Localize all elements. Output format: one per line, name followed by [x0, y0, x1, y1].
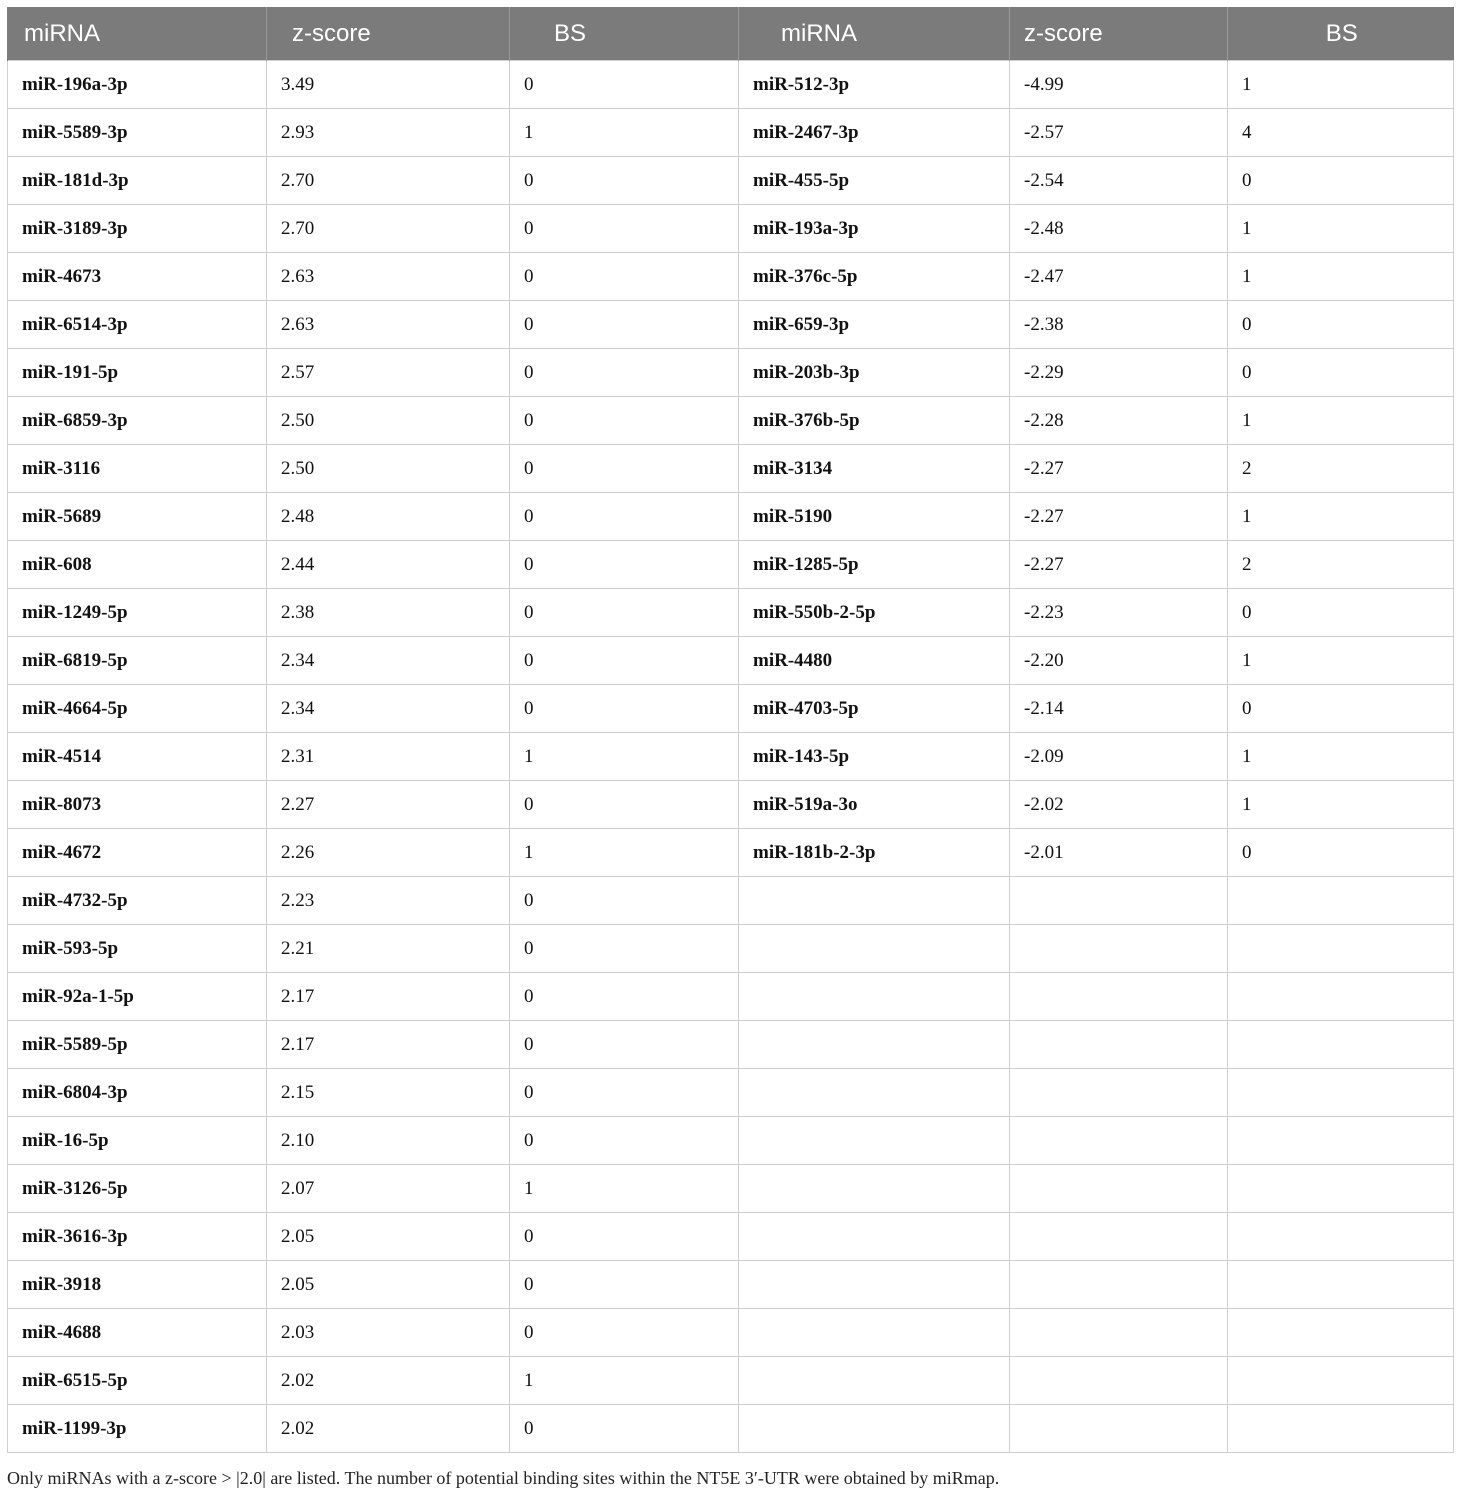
right-zscore-cell: -2.48: [1010, 205, 1228, 253]
table-row: [8, 397, 1454, 445]
left-zscore-cell: 2.31: [267, 733, 510, 781]
left-mirna-cell: miR-3616-3p: [8, 1213, 267, 1261]
right-bs-cell: [1228, 1261, 1454, 1309]
left-bs-cell: 1: [510, 109, 739, 157]
right-zscore-cell: -4.99: [1010, 61, 1228, 109]
table-row: [8, 1261, 1454, 1309]
right-zscore-cell: -2.54: [1010, 157, 1228, 205]
right-mirna-cell: miR-3134: [739, 445, 1010, 493]
table-row: [8, 157, 1454, 205]
header-row: [8, 7, 1454, 61]
left-zscore-cell: 3.49: [267, 61, 510, 109]
right-mirna-cell: [739, 1069, 1010, 1117]
right-mirna-cell: [739, 925, 1010, 973]
header-mirna-right: miRNA: [739, 7, 1010, 61]
table-row: [8, 61, 1454, 109]
right-mirna-cell: [739, 877, 1010, 925]
left-bs-cell: 0: [510, 1213, 739, 1261]
right-mirna-cell: miR-550b-2-5p: [739, 589, 1010, 637]
left-zscore-cell: 2.17: [267, 1021, 510, 1069]
left-mirna-cell: miR-5689: [8, 493, 267, 541]
right-mirna-cell: miR-1285-5p: [739, 541, 1010, 589]
right-zscore-cell: [1010, 877, 1228, 925]
right-bs-cell: [1228, 1309, 1454, 1357]
left-zscore-cell: 2.15: [267, 1069, 510, 1117]
left-mirna-cell: miR-1199-3p: [8, 1405, 267, 1453]
table-row: [8, 733, 1454, 781]
right-zscore-cell: [1010, 973, 1228, 1021]
left-mirna-cell: miR-4672: [8, 829, 267, 877]
left-mirna-cell: miR-4732-5p: [8, 877, 267, 925]
table-row: [8, 925, 1454, 973]
left-bs-cell: 0: [510, 1261, 739, 1309]
left-bs-cell: 0: [510, 781, 739, 829]
right-zscore-cell: -2.27: [1010, 541, 1228, 589]
left-mirna-cell: miR-191-5p: [8, 349, 267, 397]
right-bs-cell: [1228, 1069, 1454, 1117]
right-zscore-cell: -2.29: [1010, 349, 1228, 397]
right-bs-cell: 1: [1228, 637, 1454, 685]
right-bs-cell: 1: [1228, 781, 1454, 829]
right-mirna-cell: miR-181b-2-3p: [739, 829, 1010, 877]
left-bs-cell: 0: [510, 541, 739, 589]
right-zscore-cell: -2.28: [1010, 397, 1228, 445]
left-mirna-cell: miR-6859-3p: [8, 397, 267, 445]
right-mirna-cell: miR-203b-3p: [739, 349, 1010, 397]
left-mirna-cell: miR-16-5p: [8, 1117, 267, 1165]
left-zscore-cell: 2.21: [267, 925, 510, 973]
right-zscore-cell: -2.27: [1010, 445, 1228, 493]
left-mirna-cell: miR-181d-3p: [8, 157, 267, 205]
left-mirna-cell: miR-4673: [8, 253, 267, 301]
left-bs-cell: 0: [510, 589, 739, 637]
right-mirna-cell: miR-376c-5p: [739, 253, 1010, 301]
right-mirna-cell: miR-376b-5p: [739, 397, 1010, 445]
right-zscore-cell: -2.57: [1010, 109, 1228, 157]
table-row: [8, 493, 1454, 541]
left-mirna-cell: miR-8073: [8, 781, 267, 829]
table-row: [8, 1213, 1454, 1261]
right-zscore-cell: [1010, 1213, 1228, 1261]
right-bs-cell: 1: [1228, 61, 1454, 109]
right-bs-cell: [1228, 973, 1454, 1021]
left-bs-cell: 0: [510, 877, 739, 925]
left-zscore-cell: 2.27: [267, 781, 510, 829]
mirna-table: [7, 7, 1454, 1453]
header-zscore-right: z-score: [1010, 7, 1228, 61]
left-zscore-cell: 2.05: [267, 1261, 510, 1309]
right-bs-cell: [1228, 1117, 1454, 1165]
left-bs-cell: 0: [510, 685, 739, 733]
header-bs-right: BS: [1228, 7, 1454, 61]
left-zscore-cell: 2.63: [267, 301, 510, 349]
table-row: [8, 1117, 1454, 1165]
left-bs-cell: 1: [510, 1357, 739, 1405]
right-mirna-cell: [739, 1117, 1010, 1165]
right-mirna-cell: [739, 1309, 1010, 1357]
header-mirna-left: miRNA: [8, 7, 267, 61]
right-mirna-cell: miR-519a-3o: [739, 781, 1010, 829]
left-zscore-cell: 2.26: [267, 829, 510, 877]
right-zscore-cell: -2.23: [1010, 589, 1228, 637]
right-mirna-cell: miR-143-5p: [739, 733, 1010, 781]
left-bs-cell: 0: [510, 493, 739, 541]
table-header: [8, 7, 1454, 61]
right-mirna-cell: [739, 1261, 1010, 1309]
right-bs-cell: 0: [1228, 349, 1454, 397]
table-row: [8, 541, 1454, 589]
table-row: [8, 1069, 1454, 1117]
left-bs-cell: 0: [510, 445, 739, 493]
right-zscore-cell: -2.38: [1010, 301, 1228, 349]
right-bs-cell: 0: [1228, 157, 1454, 205]
right-bs-cell: [1228, 925, 1454, 973]
right-zscore-cell: [1010, 925, 1228, 973]
right-mirna-cell: miR-455-5p: [739, 157, 1010, 205]
right-bs-cell: 1: [1228, 397, 1454, 445]
left-bs-cell: 0: [510, 925, 739, 973]
left-mirna-cell: miR-5589-3p: [8, 109, 267, 157]
table-row: [8, 349, 1454, 397]
right-zscore-cell: [1010, 1357, 1228, 1405]
right-bs-cell: 0: [1228, 589, 1454, 637]
left-bs-cell: 0: [510, 1021, 739, 1069]
left-zscore-cell: 2.70: [267, 205, 510, 253]
right-mirna-cell: [739, 1357, 1010, 1405]
left-mirna-cell: miR-196a-3p: [8, 61, 267, 109]
left-zscore-cell: 2.10: [267, 1117, 510, 1165]
right-zscore-cell: [1010, 1165, 1228, 1213]
table-row: [8, 781, 1454, 829]
table-row: [8, 301, 1454, 349]
right-mirna-cell: [739, 973, 1010, 1021]
table-row: [8, 1165, 1454, 1213]
table-row: [8, 685, 1454, 733]
left-bs-cell: 0: [510, 1309, 739, 1357]
left-bs-cell: 0: [510, 1117, 739, 1165]
table-row: [8, 1309, 1454, 1357]
left-zscore-cell: 2.44: [267, 541, 510, 589]
right-zscore-cell: -2.20: [1010, 637, 1228, 685]
right-mirna-cell: miR-2467-3p: [739, 109, 1010, 157]
left-zscore-cell: 2.50: [267, 445, 510, 493]
table-row: [8, 445, 1454, 493]
right-zscore-cell: [1010, 1117, 1228, 1165]
right-bs-cell: 0: [1228, 829, 1454, 877]
right-bs-cell: [1228, 1021, 1454, 1069]
table-row: [8, 253, 1454, 301]
left-zscore-cell: 2.93: [267, 109, 510, 157]
left-bs-cell: 0: [510, 637, 739, 685]
right-zscore-cell: [1010, 1405, 1228, 1453]
right-mirna-cell: miR-4703-5p: [739, 685, 1010, 733]
left-mirna-cell: miR-3126-5p: [8, 1165, 267, 1213]
right-zscore-cell: [1010, 1021, 1228, 1069]
left-zscore-cell: 2.38: [267, 589, 510, 637]
right-zscore-cell: [1010, 1261, 1228, 1309]
right-bs-cell: 1: [1228, 253, 1454, 301]
left-mirna-cell: miR-4664-5p: [8, 685, 267, 733]
right-bs-cell: 2: [1228, 541, 1454, 589]
left-bs-cell: 0: [510, 205, 739, 253]
left-mirna-cell: miR-1249-5p: [8, 589, 267, 637]
left-zscore-cell: 2.05: [267, 1213, 510, 1261]
right-zscore-cell: [1010, 1309, 1228, 1357]
left-mirna-cell: miR-6515-5p: [8, 1357, 267, 1405]
right-mirna-cell: [739, 1213, 1010, 1261]
left-zscore-cell: 2.23: [267, 877, 510, 925]
left-mirna-cell: miR-92a-1-5p: [8, 973, 267, 1021]
left-zscore-cell: 2.70: [267, 157, 510, 205]
right-zscore-cell: -2.47: [1010, 253, 1228, 301]
right-mirna-cell: miR-4480: [739, 637, 1010, 685]
left-mirna-cell: miR-6819-5p: [8, 637, 267, 685]
left-mirna-cell: miR-4514: [8, 733, 267, 781]
table-row: [8, 589, 1454, 637]
right-mirna-cell: [739, 1165, 1010, 1213]
right-zscore-cell: -2.14: [1010, 685, 1228, 733]
left-zscore-cell: 2.03: [267, 1309, 510, 1357]
table-footnote: Only miRNAs with a z-score > |2.0| are listed. The number of potential binding sites within the NT5E 3′-UTR were obtained by miRmap.: [7, 1468, 1000, 1488]
right-mirna-cell: [739, 1021, 1010, 1069]
left-bs-cell: 1: [510, 733, 739, 781]
left-bs-cell: 0: [510, 157, 739, 205]
table-row: [8, 109, 1454, 157]
right-zscore-cell: [1010, 1069, 1228, 1117]
left-zscore-cell: 2.50: [267, 397, 510, 445]
right-mirna-cell: miR-512-3p: [739, 61, 1010, 109]
right-zscore-cell: -2.01: [1010, 829, 1228, 877]
left-bs-cell: 0: [510, 253, 739, 301]
left-zscore-cell: 2.63: [267, 253, 510, 301]
right-bs-cell: [1228, 1357, 1454, 1405]
header-zscore-left: z-score: [267, 7, 510, 61]
left-zscore-cell: 2.07: [267, 1165, 510, 1213]
left-bs-cell: 0: [510, 1405, 739, 1453]
right-bs-cell: 4: [1228, 109, 1454, 157]
left-mirna-cell: miR-6514-3p: [8, 301, 267, 349]
table-row: [8, 829, 1454, 877]
left-bs-cell: 0: [510, 397, 739, 445]
right-bs-cell: [1228, 1405, 1454, 1453]
header-bs-left: BS: [510, 7, 739, 61]
right-zscore-cell: -2.27: [1010, 493, 1228, 541]
left-mirna-cell: miR-608: [8, 541, 267, 589]
table-row: [8, 637, 1454, 685]
left-zscore-cell: 2.02: [267, 1357, 510, 1405]
left-mirna-cell: miR-593-5p: [8, 925, 267, 973]
right-bs-cell: 2: [1228, 445, 1454, 493]
right-zscore-cell: -2.09: [1010, 733, 1228, 781]
table-row: [8, 973, 1454, 1021]
left-bs-cell: 0: [510, 973, 739, 1021]
right-bs-cell: 1: [1228, 733, 1454, 781]
left-bs-cell: 0: [510, 301, 739, 349]
left-zscore-cell: 2.34: [267, 637, 510, 685]
left-mirna-cell: miR-6804-3p: [8, 1069, 267, 1117]
table-row: [8, 1357, 1454, 1405]
left-mirna-cell: miR-3116: [8, 445, 267, 493]
table-row: [8, 1405, 1454, 1453]
left-zscore-cell: 2.48: [267, 493, 510, 541]
right-bs-cell: [1228, 1165, 1454, 1213]
left-mirna-cell: miR-3918: [8, 1261, 267, 1309]
right-bs-cell: 0: [1228, 301, 1454, 349]
right-bs-cell: 1: [1228, 493, 1454, 541]
left-bs-cell: 1: [510, 1165, 739, 1213]
right-bs-cell: 1: [1228, 205, 1454, 253]
right-mirna-cell: miR-659-3p: [739, 301, 1010, 349]
table-row: [8, 205, 1454, 253]
table-body: [8, 61, 1454, 1453]
table-row: [8, 877, 1454, 925]
right-bs-cell: 0: [1228, 685, 1454, 733]
left-zscore-cell: 2.02: [267, 1405, 510, 1453]
left-bs-cell: 1: [510, 829, 739, 877]
table-row: [8, 1021, 1454, 1069]
left-bs-cell: 0: [510, 349, 739, 397]
left-mirna-cell: miR-5589-5p: [8, 1021, 267, 1069]
right-zscore-cell: -2.02: [1010, 781, 1228, 829]
right-mirna-cell: miR-193a-3p: [739, 205, 1010, 253]
right-bs-cell: [1228, 877, 1454, 925]
right-mirna-cell: miR-5190: [739, 493, 1010, 541]
left-zscore-cell: 2.57: [267, 349, 510, 397]
right-mirna-cell: [739, 1405, 1010, 1453]
left-zscore-cell: 2.17: [267, 973, 510, 1021]
left-bs-cell: 0: [510, 1069, 739, 1117]
left-bs-cell: 0: [510, 61, 739, 109]
left-mirna-cell: miR-4688: [8, 1309, 267, 1357]
left-zscore-cell: 2.34: [267, 685, 510, 733]
right-bs-cell: [1228, 1213, 1454, 1261]
left-mirna-cell: miR-3189-3p: [8, 205, 267, 253]
